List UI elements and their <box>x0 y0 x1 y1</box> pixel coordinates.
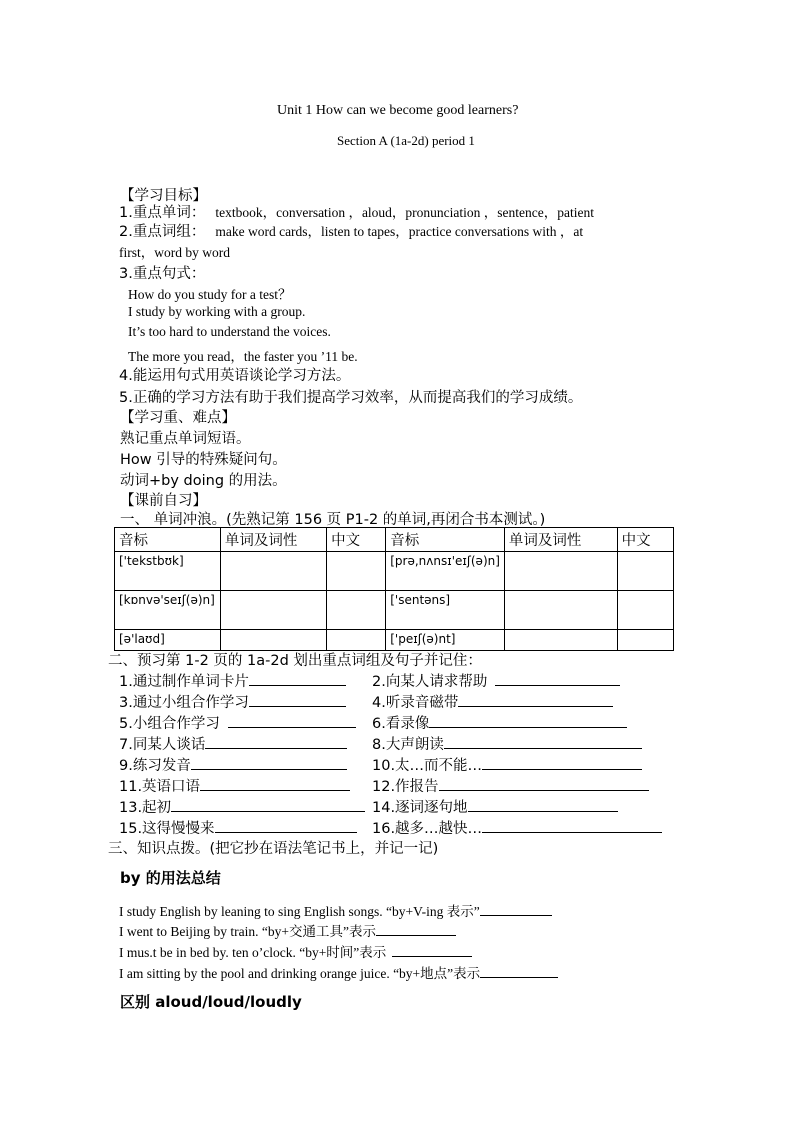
preview-item: 3.通过小组合作学习 <box>119 691 346 712</box>
answer-blank[interactable] <box>392 944 472 957</box>
usage-text: I study English by leaning to sing English songs. “by+V-ing 表示” <box>119 904 480 919</box>
key-sentence: How do you study for a test？ <box>128 287 292 302</box>
answer-blank[interactable] <box>429 713 627 728</box>
preview-item: 10.太…而不能… <box>372 754 642 775</box>
usage-text: I am sitting by the pool and drinking orange juice. “by+地点”表示 <box>119 966 481 981</box>
preview-item: 14.逐词逐句地 <box>372 796 618 817</box>
usage-line <box>119 941 472 961</box>
by-usage-heading: by 的用法总结 <box>120 869 221 887</box>
answer-blank[interactable] <box>200 776 350 791</box>
vocabulary-table <box>114 527 674 651</box>
distinguish-heading: 区别 aloud/loud/loudly <box>120 993 302 1011</box>
key-words-line <box>119 201 594 222</box>
phonetic-cell: [prə,nʌnsɪ'eɪʃ(ə)n] <box>386 552 505 591</box>
usage-line <box>119 900 552 920</box>
phonetic-cell: ['sentəns] <box>386 591 505 630</box>
usage-text: I mus.t be in bed by. ten o’clock. “by+时间”表示 <box>119 945 387 960</box>
keypoints-heading: 【学习重、难点】 <box>120 410 236 426</box>
preview-item: 13.起初 <box>119 796 365 817</box>
page-title: Unit 1 How can we become good learners? <box>277 103 519 118</box>
key-sentence: The more you read，the faster you ’11 be. <box>128 349 358 364</box>
answer-cell[interactable] <box>327 591 386 630</box>
preview-item: 5.小组合作学习 <box>119 712 356 733</box>
part-three-instruction: 三、知识点拨。(把它抄在语法笔记书上，并记一记) <box>108 841 439 857</box>
answer-cell[interactable] <box>220 630 326 651</box>
answer-blank[interactable] <box>191 755 347 770</box>
key-phrases: make word cards，listen to tapes，practice conversations with ，at <box>215 224 584 239</box>
key-phrases-label: 2.重点词组： <box>119 224 206 240</box>
answer-blank[interactable] <box>171 797 365 812</box>
answer-cell[interactable] <box>220 591 326 630</box>
preview-item: 2.向某人请求帮助 <box>372 670 620 691</box>
preview-item: 4.听录音磁带 <box>372 691 613 712</box>
table-header: 单词及词性 <box>220 528 326 552</box>
preview-item: 15.这得慢慢来 <box>119 817 357 838</box>
phonetic-cell: ['peɪʃ(ə)nt] <box>386 630 505 651</box>
preview-item: 8.大声朗读 <box>372 733 642 754</box>
objective-item-5: 5.正确的学习方法有助于我们提高学习效率，从而提高我们的学习成绩。 <box>119 390 583 406</box>
answer-cell[interactable] <box>617 630 673 651</box>
phonetic-cell: ['tekstbʊk] <box>115 552 221 591</box>
answer-cell[interactable] <box>504 552 617 591</box>
preview-item: 1.通过制作单词卡片 <box>119 670 346 691</box>
answer-blank[interactable] <box>439 776 649 791</box>
answer-blank[interactable] <box>249 692 346 707</box>
key-sentences-label: 3.重点句式： <box>119 266 206 282</box>
part-one-instruction: 一、 单词冲浪。(先熟记第 156 页 P1-2 的单词,再闭合书本测试。) <box>120 512 546 528</box>
objective-item-4: 4.能运用句式用英语谈论学习方法。 <box>119 368 351 384</box>
answer-blank[interactable] <box>480 903 552 916</box>
answer-blank[interactable] <box>376 923 456 936</box>
selfstudy-heading: 【课前自习】 <box>120 493 207 509</box>
phonetic-cell: [ə'laʊd] <box>115 630 221 651</box>
answer-blank[interactable] <box>228 713 356 728</box>
answer-blank[interactable] <box>495 671 620 686</box>
answer-cell[interactable] <box>504 591 617 630</box>
table-header: 中文 <box>617 528 673 552</box>
usage-text: I went to Beijing by train. “by+交通工具”表示 <box>119 924 376 939</box>
table-header: 音标 <box>386 528 505 552</box>
answer-blank[interactable] <box>458 692 613 707</box>
table-row <box>115 552 674 591</box>
preview-item: 7.同某人谈话 <box>119 733 347 754</box>
key-words-label: 1.重点单词： <box>119 205 206 221</box>
table-row <box>115 591 674 630</box>
table-row <box>115 630 674 651</box>
answer-cell[interactable] <box>504 630 617 651</box>
answer-cell[interactable] <box>220 552 326 591</box>
table-header: 音标 <box>115 528 221 552</box>
part-two-instruction: 二、预习第 1-2 页的 1a-2d 划出重点词组及句子并记住： <box>108 653 482 669</box>
usage-line <box>119 920 456 940</box>
section-subtitle: Section A (1a-2d) period 1 <box>337 133 475 148</box>
answer-blank[interactable] <box>480 965 558 978</box>
keypoint-line: How 引导的特殊疑问句。 <box>120 452 287 468</box>
answer-blank[interactable] <box>444 734 642 749</box>
phonetic-cell: [kɒnvə'seɪʃ(ə)n] <box>115 591 221 630</box>
key-phrases-line <box>119 220 675 241</box>
keypoint-line: 熟记重点单词短语。 <box>120 431 251 447</box>
table-header: 单词及词性 <box>504 528 617 552</box>
answer-blank[interactable] <box>482 755 642 770</box>
preview-item: 12.作报告 <box>372 775 649 796</box>
key-phrases-cont: first，word by word <box>119 245 230 260</box>
answer-blank[interactable] <box>249 671 346 686</box>
key-words: textbook，conversation ，aloud，pronunciation ，sentence，patient <box>215 205 594 220</box>
key-sentence: I study by working with a group. <box>128 304 306 319</box>
answer-blank[interactable] <box>215 818 357 833</box>
answer-blank[interactable] <box>205 734 347 749</box>
key-sentence: It’s too hard to understand the voices. <box>128 324 331 339</box>
keypoint-line: 动词+by doing 的用法。 <box>120 473 287 489</box>
preview-item: 6.看录像 <box>372 712 627 733</box>
answer-blank[interactable] <box>482 818 662 833</box>
preview-item: 16.越多…越快… <box>372 817 662 838</box>
usage-line <box>119 962 558 982</box>
table-header-row <box>115 528 674 552</box>
answer-blank[interactable] <box>468 797 618 812</box>
table-header: 中文 <box>327 528 386 552</box>
preview-item: 9.练习发音 <box>119 754 347 775</box>
answer-cell[interactable] <box>617 591 673 630</box>
objectives-heading: 【学习目标】 <box>120 188 207 204</box>
answer-cell[interactable] <box>617 552 673 591</box>
answer-cell[interactable] <box>327 552 386 591</box>
answer-cell[interactable] <box>327 630 386 651</box>
preview-item: 11.英语口语 <box>119 775 350 796</box>
